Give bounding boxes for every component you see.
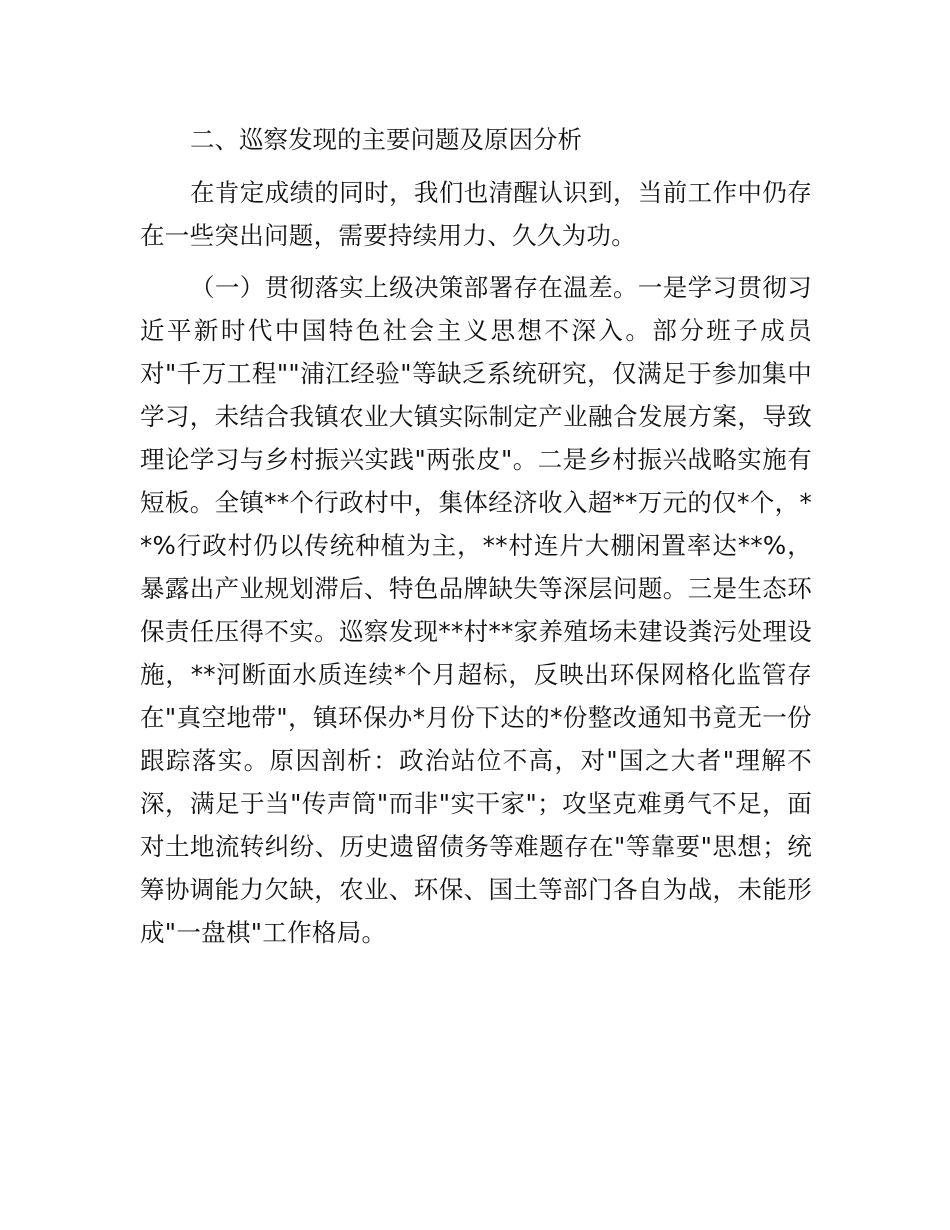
paragraph-issue-1: （一）贯彻落实上级决策部署存在温差。一是学习贯彻习近平新时代中国特色社会主义思想不深入。部分班子成员对"千万工程""浦江经验"等缺乏系统研究，仅满足于参加集中学习，未结合我镇农业大镇实际制定产业融合发展方案，导致理论学习与乡村振兴实践"两张皮"。二是乡村振兴战略实施有短板。全镇**个行政村中，集体经济收入超**万元的仅*个，**%行政村仍以传统种植为主，**村连片大棚闲置率达**%，暴露出产业规划滞后、特色品牌缺失等深层问题。三是生态环保责任压得不实。巡察发现**村**家养殖场未建设粪污处理设施，**河断面水质连续*个月超标，反映出环保网格化监管存在"真空地带"，镇环保办*月份下达的*份整改通知书竟无一份跟踪落实。原因剖析：政治站位不高，对"国之大者"理解不深，满足于当"传声筒"而非"实干家"；攻坚克难勇气不足，面对土地流转纠纷、历史遗留债务等难题存在"等靠要"思想；统筹协调能力欠缺，农业、环保、国土等部门各自为战，未能形成"一盘棋"工作格局。	[140, 273, 812, 947]
paragraph-intro: 在肯定成绩的同时，我们也清醒认识到，当前工作中仍存在一些突出问题，需要持续用力、久久为功。	[140, 178, 812, 250]
paragraph-issue-1-container	[140, 266, 812, 954]
paragraph-intro-container	[140, 171, 812, 257]
section-heading: 二、巡察发现的主要问题及原因分析	[190, 125, 582, 154]
